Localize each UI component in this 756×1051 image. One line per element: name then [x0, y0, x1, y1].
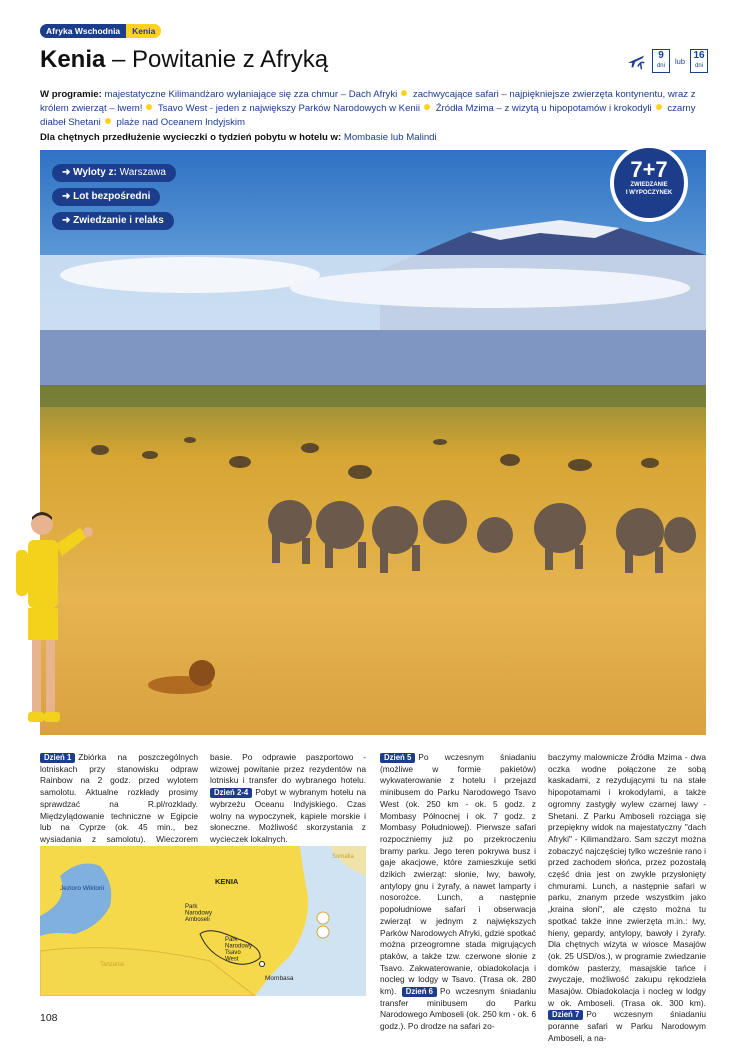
page-title: [40, 46, 328, 74]
breadcrumb-region[interactable]: Afryka Wschodnia: [40, 24, 126, 38]
duration-short-unit: dni: [656, 63, 665, 69]
pill-direct-flight[interactable]: [52, 188, 160, 206]
duration-long-number: 16: [693, 50, 705, 61]
program-summary: [40, 88, 720, 145]
day-text: basie. Po odprawie paszportowo - wizowej powitanie przez rezydentów na lotnisku i transfer do wybranego hotelu.: [210, 752, 366, 786]
bullet-dot: [105, 118, 111, 124]
day-text: baczymy malownicze Źródła Mzima - dwa oczka wodne połączone ze sobą kaskadami, z rezydującymi tu na stałe hipopotamami i krokodylami, a także ogromny zastygły wylew czarnej lawy - Shetani. Z Parku Amboseli rozciąga się przepiękny widok na majestatyczny "dach Afryki" - Kilimandżaro. Sam szczyt można zobaczyć najczęściej tylko wcześnie rano i przed zachodem słońca, przez pozostałą część dnia jest on zwykle przysłonięty chmurami. Lunch, a następnie safari w parku, znanym przede wszystkim jako „kraina słoni", ale często można tu spotkać także inne zwierzęta m.in.: lwy, hieny, gepardy, antylopy, bawoły i żyrafy. Dla chętnych wizyta w wiosce Masajów (ok. 25 USD/os.), w programie zwiedzanie domków pasterzy, masajskie tańce i zwyczaje, możliwość zakupu rękodzieła Masajów. Obiadokolacja i nocleg w lodgy w ok. Amboseli. (Trasa ok. 300 km).: [548, 752, 706, 1008]
title-subtitle: – Powitanie z Afryką: [112, 46, 329, 73]
pill-sightseeing-relax-label: ➜ Zwiedzanie i relaks: [62, 215, 164, 226]
map-park-tsavo: Park Narodowy Tsavo West: [225, 937, 253, 963]
program-item: czarny diabeł Shetani: [40, 103, 696, 129]
badge-number: 7+7: [630, 157, 668, 182]
pill-departures-value: Warszawa: [119, 167, 166, 178]
tour-type-badge: [610, 144, 688, 222]
map-neighbor-tanzania: Tanzania: [100, 962, 125, 968]
program-item: Źródła Mzima – z wizytą u hipopotamów i krokodyli: [435, 103, 652, 115]
day-tag: Dzień 7: [548, 1010, 583, 1020]
day-text: Po wczesnym śniadaniu poranne safari w Parku Narodowym Amboseli, a na-: [548, 1009, 706, 1043]
bullet-dot: [401, 90, 407, 96]
extension-label: Dla chętnych przedłużenie wycieczki o tydzień pobytu w hotelu w:: [40, 131, 342, 143]
day-text: Zbiórka na poszczególnych lotniskach przy stanowisku odpraw Rainbow na 2 godz. przed wylotem samolotu. Aktualne rozkłady prosimy sprawdzać na R.pl/rozklady. Międzylądowanie techniczne w Egipcie lub na Cyprze (ok. 45 min., bez wysiadania z samolotu). Wieczorem: [40, 752, 198, 844]
badge-line-2: I WYPOCZYNEK: [625, 189, 673, 196]
itinerary-col-3: [380, 752, 536, 1033]
program-label: W programie:: [40, 89, 102, 100]
duration-long-unit: dni: [694, 63, 703, 69]
map-city-mombasa: Mombasa: [265, 975, 294, 982]
day-text: Pobyt w wybranym hotelu na wybrzeżu Oceanu Indyjskiego. Czas wolny na wypoczynek, kąpiele morskie i słoneczne. Możliwość skorzystania z wycieczek lokalnych.: [210, 787, 366, 844]
plane-palm-icon: [625, 50, 647, 72]
map-park-amboseli: Park Narodowy Amboseli: [185, 904, 213, 923]
bullet-dot: [656, 104, 662, 110]
breadcrumb-country[interactable]: Kenia: [126, 24, 161, 38]
day-tag: Dzień 1: [40, 753, 75, 763]
badge-line-1: ZWIEDZANIE: [630, 182, 668, 188]
program-item: majestatyczne Kilimandżaro wyłaniające się zza chmur – Dach Afryki: [104, 89, 398, 100]
program-item: zachwycające safari – najpiękniejsze zwierzęta kontynentu, wraz z królem zwierząt – lwem!: [40, 89, 696, 115]
day-tag: Dzień 2-4: [210, 788, 252, 798]
duration-short-number: 9: [658, 50, 664, 61]
pill-departures[interactable]: [52, 164, 176, 182]
extension-value[interactable]: Mombasie lub Malindi: [343, 131, 437, 143]
breadcrumb: [40, 24, 161, 38]
map-neighbor-somalia: Somalia: [332, 854, 354, 860]
pill-sightseeing-relax[interactable]: [52, 212, 174, 230]
itinerary-col-1: [40, 752, 198, 857]
day-text: Po wczesnym śniadaniu transfer minibusem do Parku Narodowego Amboseli (ok. 250 km - ok. 6 godz.). Po drodze na safari zo-: [380, 986, 537, 1032]
bullet-dot: [146, 104, 152, 110]
hero-photo: [40, 150, 706, 735]
itinerary-col-4: [548, 752, 706, 1045]
duration-block: [625, 49, 708, 73]
itinerary-col-2: [210, 752, 366, 846]
guide-figure: [10, 510, 100, 735]
map-lake-label: Jezioro Wiktorii: [60, 885, 105, 892]
page-number: 108: [40, 1012, 58, 1024]
route-map: [40, 846, 366, 996]
map-country-label: KENIA: [215, 877, 239, 886]
savanna-illustration: [40, 150, 706, 735]
program-item: Tsavo West - jeden z największy Parków Narodowych w Kenii: [157, 103, 421, 115]
day-text: Po wczesnym śniadaniu (możliwe w formie pakietów) wykwaterowanie z hotelu i przejazd minibusem do Parku Narodowego Tsavo West (ok. 250 km - ok. 5 godz. z Mombasy Północnej i ok. 7 godz. z Mombasy Południowej). Pierwsze safari rozpoczniemy już po przekroczeniu bramy parku. Jego teren pokrywa busz i gaje akacjowe, które zamieszkuje setki dzikich zwierząt: słonie, lwy, bawoły, antylopy gnu i żyrafy, a nawet lamparty i nosorożce. Lunch, a następnie popołudniowe safari i obserwacja zwierząt w jednym z największych Parków Narodowych Afryki, gdzie spotkać można przeogromne stada migrujących ptaków, a także tzw. czerwone słonie z Tsavo. Zakwaterowanie, obiadokolacja i nocleg w lodgy w Tsavo. (Trasa ok. 280 km).: [380, 752, 536, 997]
bullet-dot: [424, 104, 430, 110]
pill-direct-flight-label: ➜ Lot bezpośredni: [62, 191, 151, 202]
program-item: plaże nad Oceanem Indyjskim: [116, 117, 245, 129]
duration-separator: lub: [674, 56, 685, 66]
duration-long: [690, 49, 708, 73]
day-tag: Dzień 5: [380, 753, 415, 763]
pill-departures-label: ➜ Wyloty z:: [62, 167, 117, 178]
title-country: Kenia: [40, 46, 106, 73]
duration-short: [652, 49, 670, 73]
day-tag: Dzień 6: [402, 987, 437, 997]
